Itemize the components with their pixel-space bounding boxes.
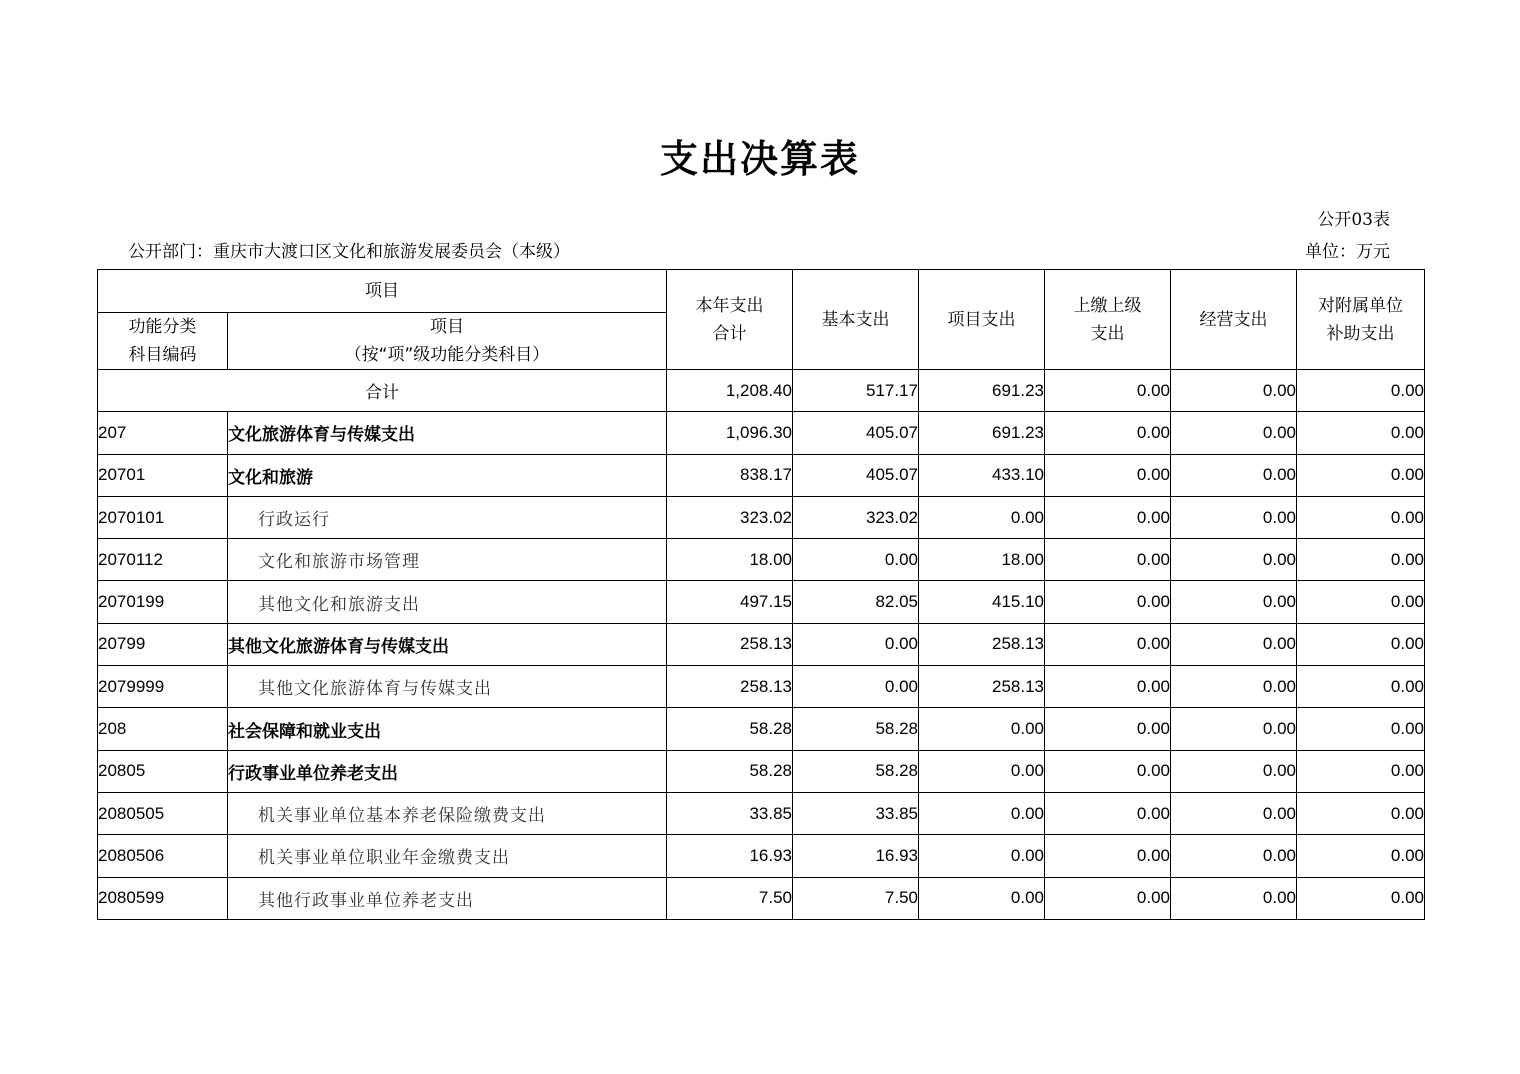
subject-name: 其他文化和旅游支出 xyxy=(228,581,667,623)
amount-cell: 0.00 xyxy=(1045,539,1171,581)
amount-cell: 497.15 xyxy=(667,581,793,623)
amount-cell: 82.05 xyxy=(793,581,919,623)
total-cell: 0.00 xyxy=(1045,370,1171,412)
amount-cell: 405.07 xyxy=(793,412,919,454)
amount-cell: 0.00 xyxy=(1045,412,1171,454)
header-upper-line2: 支出 xyxy=(1090,323,1125,344)
table-row xyxy=(98,581,1425,623)
amount-cell: 58.28 xyxy=(667,750,793,792)
header-subsidy-line1: 对附属单位 xyxy=(1318,295,1403,316)
table-row xyxy=(98,877,1425,919)
amount-cell: 0.00 xyxy=(1297,581,1425,623)
total-label: 合计 xyxy=(98,370,667,412)
amount-cell: 0.00 xyxy=(1171,539,1297,581)
amount-cell: 0.00 xyxy=(1297,539,1425,581)
subject-name: 社会保障和就业支出 xyxy=(228,708,667,750)
amount-cell: 33.85 xyxy=(793,792,919,834)
amount-cell: 0.00 xyxy=(1171,581,1297,623)
amount-cell: 0.00 xyxy=(919,750,1045,792)
subject-code: 2079999 xyxy=(98,666,228,708)
total-cell: 691.23 xyxy=(919,370,1045,412)
amount-cell: 691.23 xyxy=(919,412,1045,454)
header-item-line2: （按“项”级功能分类科目） xyxy=(344,345,550,365)
amount-cell: 0.00 xyxy=(1297,708,1425,750)
amount-cell: 0.00 xyxy=(1297,792,1425,834)
subject-name: 文化旅游体育与传媒支出 xyxy=(228,412,667,454)
header-basic: 基本支出 xyxy=(793,270,919,370)
amount-cell: 0.00 xyxy=(919,877,1045,919)
amount-cell: 18.00 xyxy=(667,539,793,581)
header-project: 项目支出 xyxy=(919,270,1045,370)
amount-cell: 16.93 xyxy=(667,835,793,877)
total-cell: 0.00 xyxy=(1297,370,1425,412)
amount-cell: 0.00 xyxy=(1045,581,1171,623)
amount-cell: 0.00 xyxy=(1297,750,1425,792)
amount-cell: 0.00 xyxy=(1297,835,1425,877)
amount-cell: 0.00 xyxy=(1045,835,1171,877)
amount-cell: 0.00 xyxy=(1171,792,1297,834)
subject-name: 文化和旅游市场管理 xyxy=(228,539,667,581)
amount-cell: 7.50 xyxy=(793,877,919,919)
header-code-line1: 功能分类 xyxy=(128,317,197,337)
amount-cell: 0.00 xyxy=(1171,877,1297,919)
header-item-line1: 项目 xyxy=(430,317,464,337)
amount-cell: 0.00 xyxy=(1297,496,1425,538)
table-row xyxy=(98,792,1425,834)
header-subsidy-line2: 补助支出 xyxy=(1326,323,1395,344)
amount-cell: 58.28 xyxy=(667,708,793,750)
header-total-line2: 合计 xyxy=(712,323,747,344)
amount-cell: 0.00 xyxy=(1171,623,1297,665)
amount-cell: 0.00 xyxy=(1297,454,1425,496)
header-total xyxy=(667,270,793,370)
amount-cell: 323.02 xyxy=(793,496,919,538)
subject-code: 2080506 xyxy=(98,835,228,877)
unit-label: 单位：万元 xyxy=(1305,242,1390,262)
amount-cell: 0.00 xyxy=(919,496,1045,538)
subject-code: 207 xyxy=(98,412,228,454)
table-row xyxy=(98,412,1425,454)
amount-cell: 33.85 xyxy=(667,792,793,834)
amount-cell: 0.00 xyxy=(1045,750,1171,792)
amount-cell: 258.13 xyxy=(667,666,793,708)
amount-cell: 0.00 xyxy=(1297,412,1425,454)
table-row xyxy=(98,623,1425,665)
amount-cell: 0.00 xyxy=(1171,835,1297,877)
amount-cell: 405.07 xyxy=(793,454,919,496)
table-row xyxy=(98,496,1425,538)
amount-cell: 415.10 xyxy=(919,581,1045,623)
table-row xyxy=(98,708,1425,750)
amount-cell: 18.00 xyxy=(919,539,1045,581)
header-upper-line1: 上缴上级 xyxy=(1073,295,1142,316)
amount-cell: 0.00 xyxy=(793,666,919,708)
amount-cell: 0.00 xyxy=(1171,708,1297,750)
total-row xyxy=(98,370,1425,412)
table-row xyxy=(98,454,1425,496)
subject-code: 2070112 xyxy=(98,539,228,581)
subject-code: 2080599 xyxy=(98,877,228,919)
subject-name: 机关事业单位基本养老保险缴费支出 xyxy=(228,792,667,834)
amount-cell: 258.13 xyxy=(919,666,1045,708)
amount-cell: 0.00 xyxy=(793,623,919,665)
amount-cell: 0.00 xyxy=(1045,454,1171,496)
subject-code: 2070101 xyxy=(98,496,228,538)
amount-cell: 58.28 xyxy=(793,708,919,750)
amount-cell: 0.00 xyxy=(1045,708,1171,750)
subject-name: 机关事业单位职业年金缴费支出 xyxy=(228,835,667,877)
subject-name: 其他文化旅游体育与传媒支出 xyxy=(228,666,667,708)
header-code xyxy=(98,313,228,370)
subject-name: 行政运行 xyxy=(228,496,667,538)
subject-code: 20701 xyxy=(98,454,228,496)
amount-cell: 0.00 xyxy=(1171,666,1297,708)
amount-cell: 0.00 xyxy=(1045,496,1171,538)
header-operation: 经营支出 xyxy=(1171,270,1297,370)
amount-cell: 0.00 xyxy=(1171,496,1297,538)
amount-cell: 0.00 xyxy=(1045,877,1171,919)
subject-code: 208 xyxy=(98,708,228,750)
amount-cell: 0.00 xyxy=(1171,750,1297,792)
amount-cell: 0.00 xyxy=(1297,877,1425,919)
amount-cell: 0.00 xyxy=(1297,623,1425,665)
amount-cell: 58.28 xyxy=(793,750,919,792)
subject-code: 20805 xyxy=(98,750,228,792)
table-row xyxy=(98,666,1425,708)
amount-cell: 0.00 xyxy=(1297,666,1425,708)
header-code-line2: 科目编码 xyxy=(128,345,197,365)
header-item-group: 项目 xyxy=(98,270,667,313)
department-label: 公开部门：重庆市大渡口区文化和旅游发展委员会（本级） xyxy=(128,242,570,262)
header-upper xyxy=(1045,270,1171,370)
header-subsidy xyxy=(1297,270,1425,370)
total-cell: 0.00 xyxy=(1171,370,1297,412)
amount-cell: 258.13 xyxy=(919,623,1045,665)
amount-cell: 0.00 xyxy=(1045,666,1171,708)
subject-name: 其他文化旅游体育与传媒支出 xyxy=(228,623,667,665)
page-title: 支出决算表 xyxy=(659,137,860,181)
subject-code: 2080505 xyxy=(98,792,228,834)
subject-name: 其他行政事业单位养老支出 xyxy=(228,877,667,919)
amount-cell: 0.00 xyxy=(919,708,1045,750)
table-row xyxy=(98,539,1425,581)
amount-cell: 0.00 xyxy=(919,835,1045,877)
amount-cell: 258.13 xyxy=(667,623,793,665)
subject-code: 20799 xyxy=(98,623,228,665)
amount-cell: 0.00 xyxy=(1045,623,1171,665)
amount-cell: 838.17 xyxy=(667,454,793,496)
amount-cell: 0.00 xyxy=(793,539,919,581)
total-cell: 517.17 xyxy=(793,370,919,412)
amount-cell: 0.00 xyxy=(1171,454,1297,496)
table-number: 公开03表 xyxy=(1317,210,1390,230)
amount-cell: 7.50 xyxy=(667,877,793,919)
amount-cell: 1,096.30 xyxy=(667,412,793,454)
amount-cell: 0.00 xyxy=(1171,412,1297,454)
amount-cell: 0.00 xyxy=(1045,792,1171,834)
table-row xyxy=(98,835,1425,877)
subject-name: 文化和旅游 xyxy=(228,454,667,496)
header-item xyxy=(228,313,667,370)
header-total-line1: 本年支出 xyxy=(695,295,764,316)
subject-name: 行政事业单位养老支出 xyxy=(228,750,667,792)
total-cell: 1,208.40 xyxy=(667,370,793,412)
amount-cell: 0.00 xyxy=(919,792,1045,834)
subject-code: 2070199 xyxy=(98,581,228,623)
amount-cell: 323.02 xyxy=(667,496,793,538)
expenditure-table xyxy=(97,269,1425,920)
amount-cell: 433.10 xyxy=(919,454,1045,496)
amount-cell: 16.93 xyxy=(793,835,919,877)
table-row xyxy=(98,750,1425,792)
